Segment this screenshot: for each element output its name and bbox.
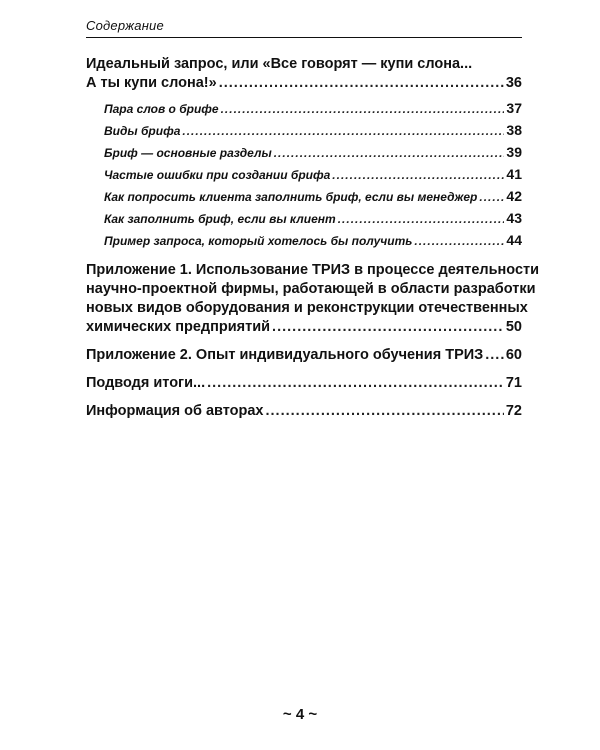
toc-entry-appendix-2 [86, 346, 522, 365]
toc-entry-title: Частые ошибки при создании брифа [104, 168, 331, 182]
dot-leader [332, 165, 504, 186]
table-of-contents [86, 55, 540, 421]
dot-leader [274, 143, 505, 164]
toc-entry-title: Виды брифа [104, 124, 181, 138]
toc-page-number: 43 [506, 210, 522, 226]
toc-entry-summary [86, 374, 522, 393]
page-number-footer: ~ 4 ~ [282, 706, 318, 723]
toc-page-number: 42 [506, 188, 522, 204]
toc-entry-appendix-1 [86, 261, 540, 337]
toc-entry-title: Пример запроса, который хотелось бы получить [104, 234, 413, 248]
toc-entry-title: Подводя итоги... [86, 375, 206, 391]
dot-leader [219, 74, 504, 93]
dot-leader [338, 209, 505, 230]
toc-entry-title-line: новых видов оборудования и реконструкции отечественных [86, 300, 528, 316]
dot-leader [414, 231, 504, 252]
dot-leader [485, 346, 504, 365]
dot-leader [182, 121, 504, 142]
toc-entry-manager-request [86, 186, 522, 208]
toc-entry-brief-sections [86, 142, 522, 164]
dot-leader [272, 318, 504, 337]
toc-entry-brief-types [86, 120, 522, 142]
toc-entry-title: Как заполнить бриф, если вы клиент [104, 212, 336, 226]
toc-page-number: 71 [505, 375, 522, 391]
toc-entry-title-line: химических предприятий [86, 319, 271, 335]
toc-entry-title-line: А ты купи слона!» [86, 75, 217, 91]
toc-page-number: 38 [506, 122, 522, 138]
toc-page-number: 44 [506, 232, 522, 248]
toc-page-number: 36 [505, 75, 522, 91]
dot-leader [207, 374, 504, 393]
toc-entry-title-line: научно-проектной фирмы, работающей в области разработки [86, 281, 536, 297]
toc-entry-title: Бриф — основные разделы [104, 146, 272, 160]
toc-page-number: 72 [505, 403, 522, 419]
toc-entry-request-example [86, 230, 522, 252]
toc-entry-title: Как попросить клиента заполнить бриф, если вы менеджер [104, 190, 478, 204]
dot-leader [221, 99, 505, 120]
dot-leader [266, 402, 504, 421]
toc-entry-title: Информация об авторах [86, 403, 264, 419]
toc-page-number: 37 [506, 100, 522, 116]
toc-page-number: 39 [506, 144, 522, 160]
toc-entry-title-line: Идеальный запрос, или «Все говорят — купи слона... [86, 56, 473, 72]
toc-page-number: 41 [506, 166, 522, 182]
toc-entry-authors [86, 402, 522, 421]
toc-page-number: 50 [505, 319, 522, 335]
toc-entry-client-fill [86, 208, 522, 230]
running-head: Содержание [86, 18, 522, 38]
toc-entry-title: Пара слов о брифе [104, 102, 219, 116]
toc-entry-brief-errors [86, 164, 522, 186]
toc-page-number: 60 [505, 347, 522, 363]
toc-entry-brief-words [86, 98, 522, 120]
toc-entry-title-line: Приложение 1. Использование ТРИЗ в процессе деятельности [86, 262, 540, 278]
dot-leader [479, 187, 504, 208]
toc-entry-ideal-request [86, 55, 522, 93]
toc-entry-title: Приложение 2. Опыт индивидуального обучения ТРИЗ [86, 347, 484, 363]
